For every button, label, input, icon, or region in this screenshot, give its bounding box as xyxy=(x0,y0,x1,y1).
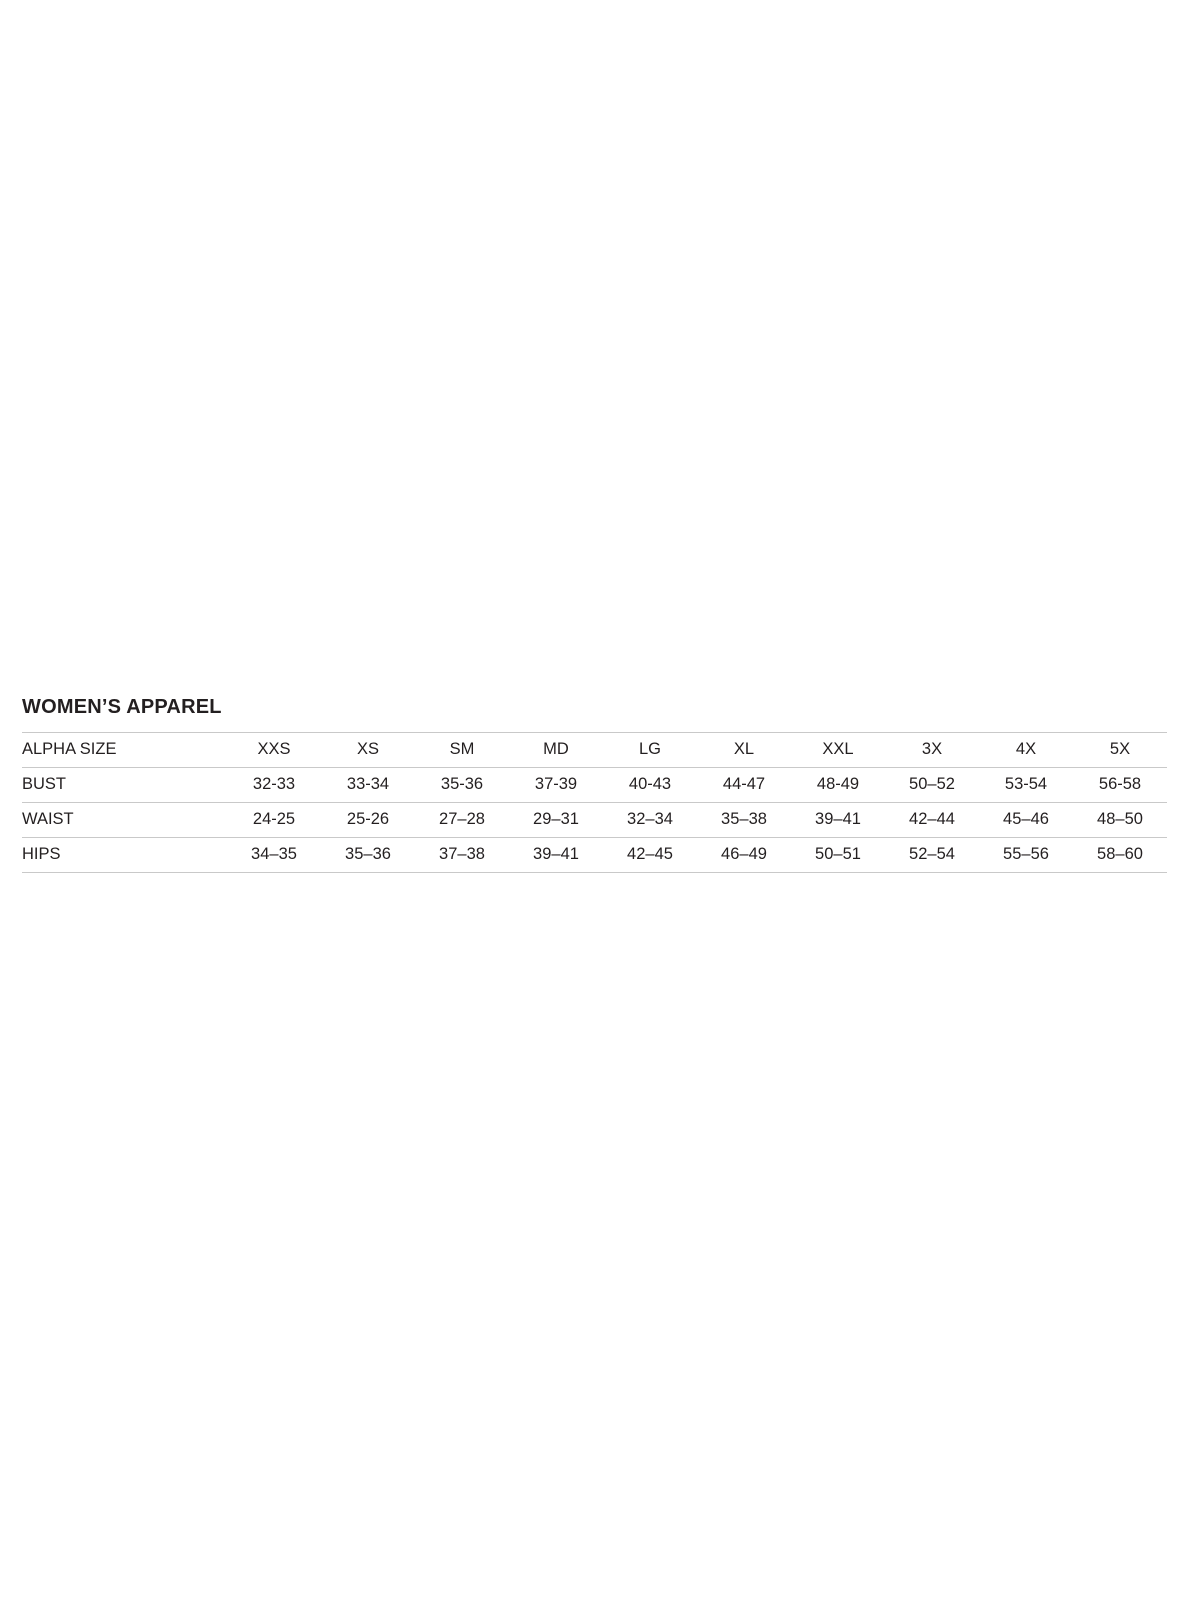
cell-waist-sm: 27–28 xyxy=(415,802,509,837)
table-row xyxy=(22,767,1167,802)
column-header-xxs: XXS xyxy=(227,733,321,768)
column-header-alpha-size: ALPHA SIZE xyxy=(22,733,227,768)
cell-bust-xs: 33-34 xyxy=(321,767,415,802)
cell-waist-lg: 32–34 xyxy=(603,802,697,837)
row-label-waist: WAIST xyxy=(22,802,227,837)
cell-waist-xs: 25-26 xyxy=(321,802,415,837)
cell-waist-4x: 45–46 xyxy=(979,802,1073,837)
size-chart-block xyxy=(22,696,1167,873)
cell-hips-4x: 55–56 xyxy=(979,837,1073,872)
size-chart-table xyxy=(22,732,1167,873)
cell-bust-xl: 44-47 xyxy=(697,767,791,802)
table-row xyxy=(22,837,1167,872)
cell-hips-xl: 46–49 xyxy=(697,837,791,872)
column-header-lg: LG xyxy=(603,733,697,768)
cell-waist-md: 29–31 xyxy=(509,802,603,837)
cell-bust-3x: 50–52 xyxy=(885,767,979,802)
cell-waist-5x: 48–50 xyxy=(1073,802,1167,837)
table-header-row xyxy=(22,733,1167,768)
cell-waist-xl: 35–38 xyxy=(697,802,791,837)
column-header-3x: 3X xyxy=(885,733,979,768)
cell-hips-lg: 42–45 xyxy=(603,837,697,872)
column-header-xxl: XXL xyxy=(791,733,885,768)
cell-bust-xxs: 32-33 xyxy=(227,767,321,802)
cell-hips-5x: 58–60 xyxy=(1073,837,1167,872)
column-header-sm: SM xyxy=(415,733,509,768)
cell-waist-xxs: 24-25 xyxy=(227,802,321,837)
cell-bust-4x: 53-54 xyxy=(979,767,1073,802)
cell-bust-5x: 56-58 xyxy=(1073,767,1167,802)
cell-hips-xxs: 34–35 xyxy=(227,837,321,872)
cell-hips-md: 39–41 xyxy=(509,837,603,872)
column-header-md: MD xyxy=(509,733,603,768)
column-header-4x: 4X xyxy=(979,733,1073,768)
cell-waist-xxl: 39–41 xyxy=(791,802,885,837)
table-row xyxy=(22,802,1167,837)
cell-hips-sm: 37–38 xyxy=(415,837,509,872)
row-label-bust: BUST xyxy=(22,767,227,802)
cell-bust-lg: 40-43 xyxy=(603,767,697,802)
column-header-xl: XL xyxy=(697,733,791,768)
cell-bust-xxl: 48-49 xyxy=(791,767,885,802)
cell-bust-md: 37-39 xyxy=(509,767,603,802)
column-header-xs: XS xyxy=(321,733,415,768)
column-header-5x: 5X xyxy=(1073,733,1167,768)
cell-hips-3x: 52–54 xyxy=(885,837,979,872)
cell-hips-xs: 35–36 xyxy=(321,837,415,872)
row-label-hips: HIPS xyxy=(22,837,227,872)
cell-waist-3x: 42–44 xyxy=(885,802,979,837)
page-title: WOMEN’S APPAREL xyxy=(22,696,222,718)
cell-hips-xxl: 50–51 xyxy=(791,837,885,872)
cell-bust-sm: 35-36 xyxy=(415,767,509,802)
